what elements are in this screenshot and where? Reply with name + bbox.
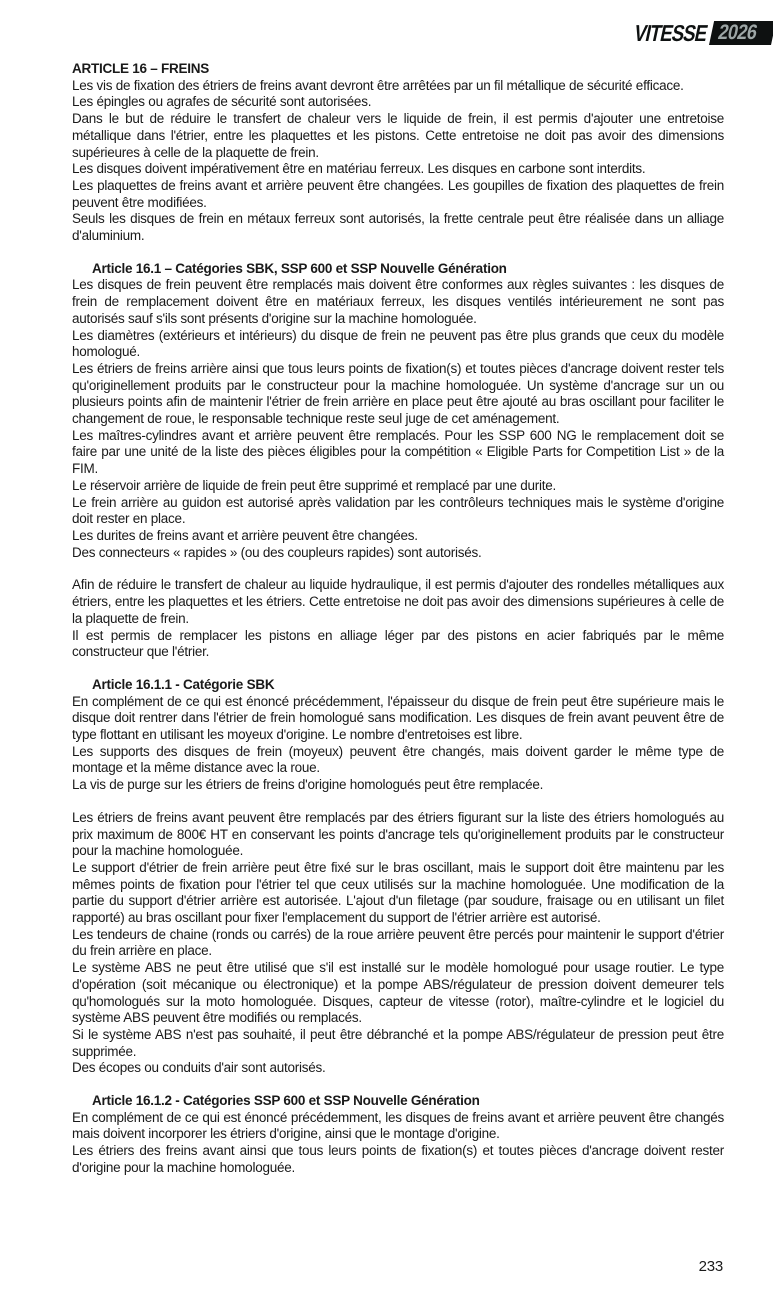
paragraph: Des connecteurs « rapides » (ou des coupleurs rapides) sont autorisés. (72, 544, 482, 560)
paragraph: Les épingles ou agrafes de sécurité sont autorisées. (72, 94, 372, 110)
paragraph: La vis de purge sur les étriers de freins d'origine homologués peut être remplacée. (72, 777, 544, 793)
article-16-1-1-heading: Article 16.1.1 - Catégorie SBK (92, 676, 275, 692)
paragraph: Les étriers de freins arrière ainsi que tous leurs points de fixation(s) et toutes pièces d'ancrage doivent rester tels qu'originellement produits par le constructeur pour la machine homologuée. Un système d'ancrage sur un ou plusieurs points afin de maintenir l'étrier de frein arrière en place peut être ajouté au bras oscillant pour faciliter le changement de roue, le responsable technique reste seul juge de cet aménagement. (72, 360, 724, 427)
paragraph: Le système ABS ne peut être utilisé que s'il est installé sur le modèle homologué pour usage routier. Le type d'opération (soit mécanique ou électronique) et la pompe ABS/régulateur de pression doivent demeurer tels qu'homologués sur la moto homologuée. Disques, capteur de vitesse (rotor), maître-cylindre et le logiciel du système ABS peuvent être modifiés ou remplacés. (72, 960, 724, 1026)
paragraph: Les plaquettes de freins avant et arrière peuvent être changées. Les goupilles de fixation des plaquettes de frein peuvent être modifiées. (72, 177, 724, 210)
article-16-1-heading: Article 16.1 – Catégories SBK, SSP 600 et SSP Nouvelle Génération (92, 260, 507, 276)
paragraph: En complément de ce qui est énoncé précédemment, les disques de freins avant et arrière peuvent être changés mais doivent incorporer les étriers d'origine, ainsi que le montage d'origine. (72, 1109, 724, 1142)
logo-year-text: 2026 (716, 21, 760, 44)
paragraph: Les tendeurs de chaine (ronds ou carrés) de la roue arrière peuvent être percés pour maintenir le support d'étrier du frein arrière en place. (72, 926, 724, 959)
paragraph: Des écopes ou conduits d'air sont autorisés. (72, 1060, 326, 1076)
document-content (72, 61, 724, 1177)
logo-vitesse-text: VITESSE (631, 20, 710, 46)
paragraph: Les étriers de freins avant peuvent être remplacés par des étriers figurant sur la liste des étriers homologués au prix maximum de 800€ HT en conservant les points d'ancrage tels qu'originellement produits par le constructeur pour la machine homologuée. (72, 809, 724, 859)
section-article-16-1-1-continued (72, 810, 724, 1077)
article-16-heading: ARTICLE 16 – FREINS (72, 61, 210, 76)
paragraph: Il est permis de remplacer les pistons en alliage léger par des pistons en acier fabriqués par le même constructeur que l'étrier. (72, 627, 724, 660)
section-article-16-1-2 (72, 1093, 724, 1177)
section-article-16-1 (72, 261, 724, 562)
paragraph: En complément de ce qui est énoncé précédemment, l'épaisseur du disque de frein peut être supérieure mais le disque doit rentrer dans l'étrier de frein homologué sans modification. Les disques de frein avant peuvent être de type flottant en utilisant les moyeux d'origine. Le nombre d'entretoises est libre. (72, 693, 724, 743)
paragraph: Les étriers des freins avant ainsi que tous leurs points de fixation(s) et toutes pièces d'ancrage doivent rester d'origine pour la machine homologuée. (72, 1143, 724, 1175)
paragraph: Dans le but de réduire le transfert de chaleur vers le liquide de frein, il est permis d'ajouter une entretoise métallique dans l'étrier, entre les plaquettes et les pistons. Cette entretoise ne doit pas avoir des dimensions supérieures à celle de la plaquette de frein. (72, 111, 724, 160)
page-number: 233 (698, 1258, 723, 1275)
article-16-1-2-heading: Article 16.1.2 - Catégories SSP 600 et SSP Nouvelle Génération (92, 1093, 480, 1109)
section-article-16 (72, 61, 724, 245)
paragraph: Les vis de fixation des étriers de freins avant devront être arrêtées par un fil métallique de sécurité efficace. (72, 77, 684, 93)
paragraph: Les diamètres (extérieurs et intérieurs) du disque de frein ne peuvent pas être plus grands que ceux du modèle homologué. (72, 327, 724, 360)
logo-year-badge (709, 21, 773, 45)
paragraph: Les durites de freins avant et arrière peuvent être changées. (72, 527, 418, 543)
paragraph: Le support d'étrier de frein arrière peut être fixé sur le bras oscillant, mais le support doit être maintenu par les mêmes points de fixation pour l'étrier tel que ceux utilisés sur la machine homologuée. Une modification de la partie du support d'étrier arrière est autorisée. L'ajout d'un filetage (par soudure, fraisage ou en utilisant un filet rapporté) au bras oscillant pour fixer l'emplacement du support de l'étrier arrière est autorisé. (72, 859, 724, 926)
paragraph: Afin de réduire le transfert de chaleur au liquide hydraulique, il est permis d'ajouter des rondelles métalliques aux étriers, entre les plaquettes et les étriers. Cette entretoise ne doit pas avoir des dimensions supérieures à celle de la plaquette de frein. (72, 577, 724, 626)
paragraph: Le frein arrière au guidon est autorisé après validation par les contrôleurs techniques mais le système d'origine doit rester en place. (72, 494, 724, 527)
paragraph: Les disques doivent impérativement être en matériau ferreux. Les disques en carbone sont interdits. (72, 161, 646, 177)
paragraph: Les supports des disques de frein (moyeux) peuvent être changés, mais doivent garder le même type de montage et la même distance avec la roue. (72, 743, 724, 776)
paragraph: Seuls les disques de frein en métaux ferreux sont autorisés, la frette centrale peut être réalisée dans un alliage d'aluminium. (72, 211, 724, 244)
paragraph: Si le système ABS n'est pas souhaité, il peut être débranché et la pompe ABS/régulateur de pression peut être supprimée. (72, 1026, 724, 1059)
vitesse-2026-logo (614, 21, 771, 45)
section-article-16-1-1 (72, 677, 724, 794)
section-article-16-1-continued (72, 577, 724, 661)
paragraph: Les maîtres-cylindres avant et arrière peuvent être remplacés. Pour les SSP 600 NG le remplacement doit se faire par une unité de la liste des pièces éligibles pour la compétition « Eligible Parts for Competition List » de la FIM. (72, 427, 724, 477)
paragraph: Les disques de frein peuvent être remplacés mais doivent être conformes aux règles suivantes : les disques de frein de remplacement doivent être en matériaux ferreux, les disques ventilés intérieurement ne sont pas autorisés sauf s'ils sont présents d'origine sur la machine homologuée. (72, 277, 724, 326)
paragraph: Le réservoir arrière de liquide de frein peut être supprimé et remplacé par une durite. (72, 477, 557, 493)
